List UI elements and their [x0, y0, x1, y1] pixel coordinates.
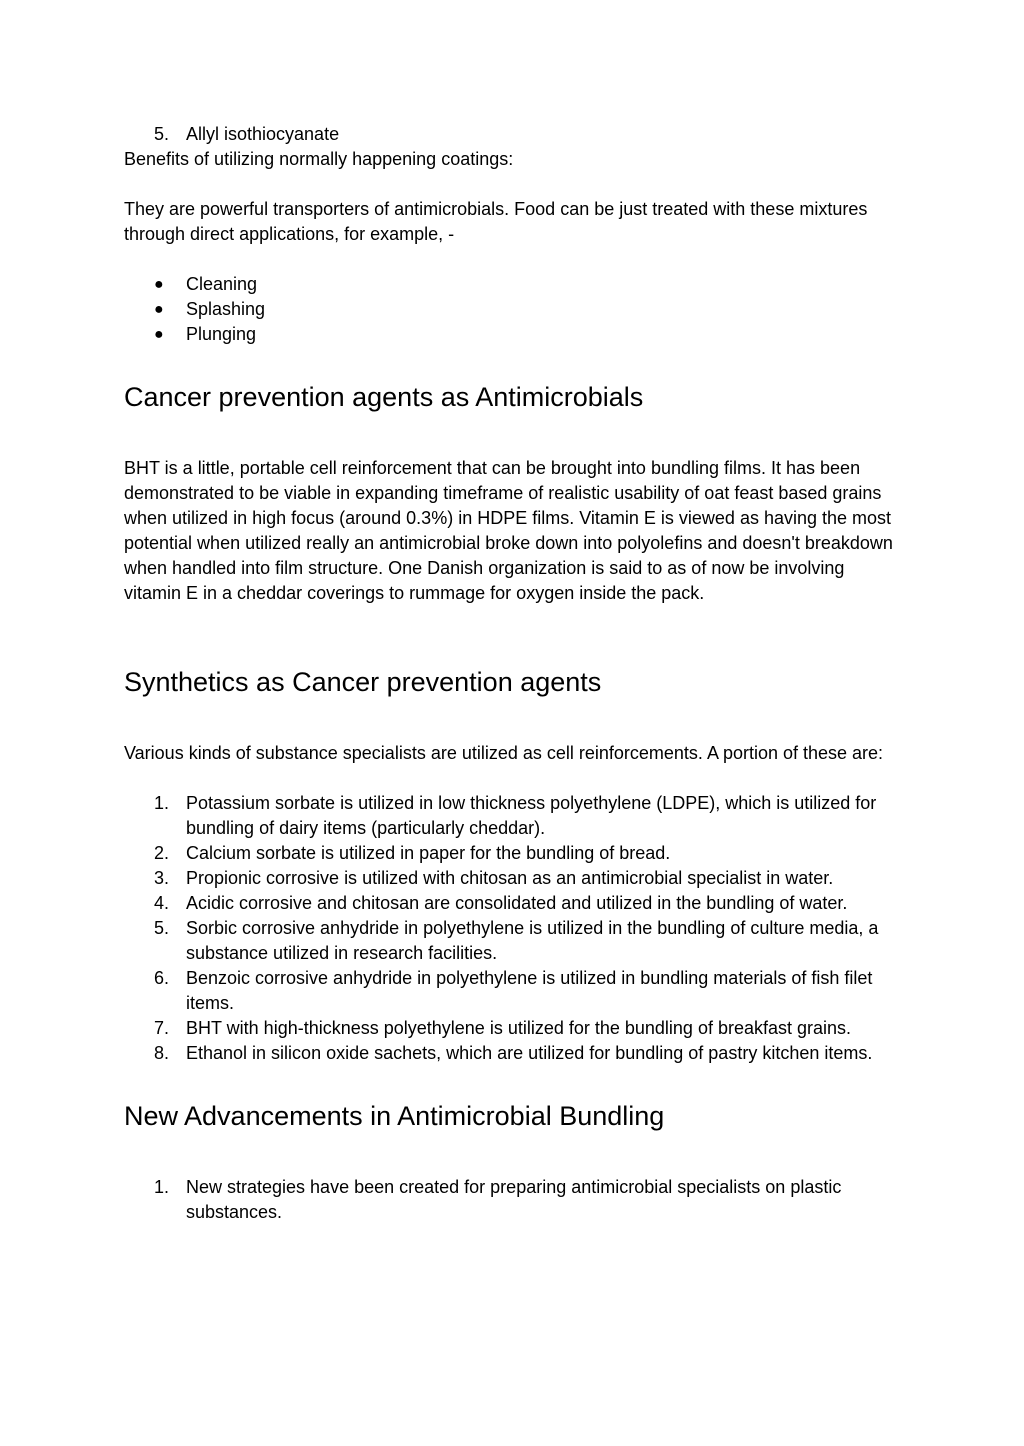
list-item-text: Cleaning: [186, 274, 258, 294]
list-item-number: 7.: [154, 1018, 170, 1038]
list-item-number: 6.: [154, 968, 170, 988]
benefits-bullet-list: [124, 272, 900, 347]
list-item: [124, 841, 900, 866]
list-item: [124, 1016, 900, 1041]
list-item-number: 1.: [154, 793, 170, 813]
bullet-icon: ●: [154, 276, 164, 293]
list-item: [124, 891, 900, 916]
list-item-text: BHT with high-thickness polyethylene is utilized for the bundling of breakfast grains.: [186, 1018, 852, 1038]
list-item: [124, 791, 900, 841]
list-item-number: 8.: [154, 1043, 170, 1063]
list-item-text: Acidic corrosive and chitosan are consolidated and utilized in the bundling of water.: [186, 893, 848, 913]
list-item-text: New strategies have been created for preparing antimicrobial specialists on plastic substances.: [186, 1177, 842, 1222]
list-item: [124, 297, 900, 322]
bullet-icon: ●: [154, 301, 164, 318]
list-item-number: 1.: [154, 1177, 170, 1197]
list-item-number: 4.: [154, 893, 170, 913]
antioxidants-paragraph: BHT is a little, portable cell reinforcement that can be brought into bundling films. It has been demonstrated to be viable in expanding timeframe of realistic usability of oat feast based grains when utilized in high focus (around 0.3%) in HDPE films. Vitamin E is viewed as having the most potential when utilized really an antimicrobial broke down into polyolefins and doesn't breakdown when handled into film structure. One Danish organization is said to as of now be involving vitamin E in a cheddar coverings to rummage for oxygen inside the pack.: [124, 458, 893, 603]
section-heading-synthetics: Synthetics as Cancer prevention agents: [124, 667, 602, 697]
benefits-heading: Benefits of utilizing normally happening coatings:: [124, 149, 514, 169]
section-heading-antioxidants: Cancer prevention agents as Antimicrobials: [124, 382, 644, 412]
list-item: [124, 322, 900, 347]
list-item: [124, 122, 900, 147]
section-heading-advancements: New Advancements in Antimicrobial Bundling: [124, 1101, 665, 1131]
list-item-text: Ethanol in silicon oxide sachets, which are utilized for bundling of pastry kitchen items.: [186, 1043, 873, 1063]
list-item-number: 2.: [154, 843, 170, 863]
bullet-icon: ●: [154, 326, 164, 343]
list-item-number: 5.: [154, 918, 170, 938]
list-item: [124, 866, 900, 891]
synthetics-numbered-list: [124, 791, 900, 1066]
synthetics-paragraph: Various kinds of substance specialists are utilized as cell reinforcements. A portion of these are:: [124, 743, 884, 763]
list-item-text: Benzoic corrosive anhydride in polyethylene is utilized in bundling materials of fish filet items.: [186, 968, 873, 1013]
list-item-text: Propionic corrosive is utilized with chitosan as an antimicrobial specialist in water.: [186, 868, 834, 888]
list-item-text: Splashing: [186, 299, 266, 319]
advancements-numbered-list: [124, 1175, 900, 1225]
continued-numbered-list: [124, 122, 900, 147]
list-item-text: Sorbic corrosive anhydride in polyethylene is utilized in the bundling of culture media, a substance utilized in research facilities.: [186, 918, 879, 963]
list-item: [124, 966, 900, 1016]
benefits-paragraph: They are powerful transporters of antimicrobials. Food can be just treated with these mixtures through direct applications, for example, -: [124, 199, 868, 244]
list-item-text: Plunging: [186, 324, 257, 344]
list-item: [124, 1041, 900, 1066]
list-item-text: Potassium sorbate is utilized in low thickness polyethylene (LDPE), which is utilized for bundling of dairy items (particularly cheddar).: [186, 793, 877, 838]
list-item-number: 3.: [154, 868, 170, 888]
list-item: [124, 272, 900, 297]
list-item-number: 5.: [154, 124, 170, 144]
list-item-text: Calcium sorbate is utilized in paper for the bundling of bread.: [186, 843, 671, 863]
document-body: [124, 122, 900, 1225]
list-item: [124, 1175, 900, 1225]
list-item: [124, 916, 900, 966]
list-item-text: Allyl isothiocyanate: [186, 124, 340, 144]
